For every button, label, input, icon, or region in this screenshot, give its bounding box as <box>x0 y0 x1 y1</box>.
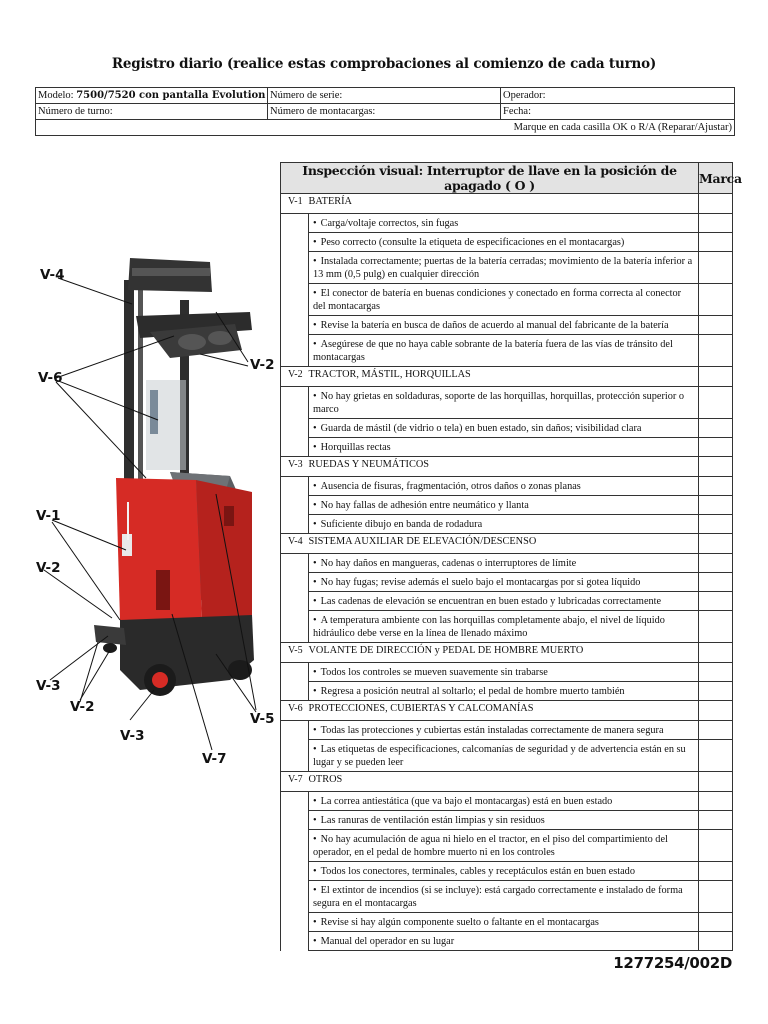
checklist-item-row <box>281 881 733 913</box>
checklist-item-row <box>281 438 733 457</box>
turno-cell[interactable] <box>36 104 268 120</box>
section-mark-cell <box>699 701 733 721</box>
header-table <box>35 87 735 136</box>
section-row <box>281 367 733 387</box>
callout-v3-left: V-3 <box>36 678 61 694</box>
section-title: VOLANTE DE DIRECCIÓN y PEDAL DE HOMBRE MUERTO <box>309 643 699 663</box>
mark-checkbox-cell[interactable] <box>699 284 733 316</box>
callout-v2-right: V-2 <box>250 357 275 373</box>
checklist-item <box>309 515 699 534</box>
checklist-item-text: Instalada correctamente; puertas de la batería cerradas; movimiento de la batería inferior a 13 mm (0,5 pulg) en cualquier dirección <box>313 256 693 280</box>
bullet-icon: • <box>313 796 317 807</box>
checklist-item <box>309 682 699 701</box>
section-row <box>281 194 733 214</box>
mark-checkbox-cell[interactable] <box>699 862 733 881</box>
item-indent <box>281 554 309 573</box>
callout-v2-left: V-2 <box>36 560 61 576</box>
mark-checkbox-cell[interactable] <box>699 811 733 830</box>
mark-heading: Marca <box>699 163 733 194</box>
bullet-icon: • <box>313 391 317 402</box>
montacargas-label: Número de montacargas: <box>270 106 376 117</box>
checklist-item-text: No hay acumulación de agua ni hielo en el tractor, en el piso del compartimiento del operador, en el pedal de hombre muerto ni en los controles <box>313 834 668 858</box>
item-indent <box>281 233 309 252</box>
section-code: V-4 <box>281 534 309 554</box>
checklist-item <box>309 252 699 284</box>
checklist-item <box>309 792 699 811</box>
mark-checkbox-cell[interactable] <box>699 438 733 457</box>
document-number: 1277254/002D <box>613 954 732 972</box>
checklist-item <box>309 740 699 772</box>
bullet-icon: • <box>313 615 317 626</box>
item-indent <box>281 862 309 881</box>
page-title: Registro diario (realice estas comprobaciones al comienzo de cada turno) <box>111 56 657 72</box>
section-row <box>281 534 733 554</box>
checklist-item-row <box>281 233 733 252</box>
checklist-item-text: Revise la batería en busca de daños de acuerdo al manual del fabricante de la batería <box>320 320 669 331</box>
checklist-item-row <box>281 284 733 316</box>
checklist-item-text: Suficiente dibujo en banda de rodadura <box>320 519 483 530</box>
section-title: OTROS <box>309 772 699 792</box>
checklist-item-row <box>281 811 733 830</box>
bullet-icon: • <box>313 218 317 229</box>
bullet-icon: • <box>313 885 317 896</box>
section-title: SISTEMA AUXILIAR DE ELEVACIÓN/DESCENSO <box>309 534 699 554</box>
checklist-item-row <box>281 316 733 335</box>
section-code: V-6 <box>281 701 309 721</box>
checklist-item <box>309 830 699 862</box>
bullet-icon: • <box>313 519 317 530</box>
item-indent <box>281 811 309 830</box>
item-indent <box>281 740 309 772</box>
checklist-item <box>309 592 699 611</box>
bullet-icon: • <box>313 320 317 331</box>
item-indent <box>281 573 309 592</box>
item-indent <box>281 252 309 284</box>
checklist-item <box>309 335 699 367</box>
checklist-item-row <box>281 913 733 932</box>
item-indent <box>281 284 309 316</box>
mark-checkbox-cell[interactable] <box>699 881 733 913</box>
bullet-icon: • <box>313 256 317 267</box>
checklist-item-text: Asegúrese de que no haya cable sobrante de la batería fuera de las vías de tránsito del montacargas <box>313 339 673 363</box>
checklist-item-row <box>281 830 733 862</box>
section-title: PROTECCIONES, CUBIERTAS Y CALCOMANÍAS <box>309 701 699 721</box>
item-indent <box>281 830 309 862</box>
section-row <box>281 772 733 792</box>
operador-cell[interactable] <box>501 88 735 104</box>
inspection-heading: Inspección visual: Interruptor de llave en la posición de apagado ( O ) <box>281 163 699 194</box>
bullet-icon: • <box>313 423 317 434</box>
mark-checkbox-cell[interactable] <box>699 663 733 682</box>
checklist-item <box>309 862 699 881</box>
modelo-label: Modelo: <box>38 90 74 101</box>
checklist-item-text: Carga/voltaje correctos, sin fugas <box>320 218 459 229</box>
item-indent <box>281 438 309 457</box>
section-code: V-5 <box>281 643 309 663</box>
mark-checkbox-cell[interactable] <box>699 316 733 335</box>
section-mark-cell <box>699 643 733 663</box>
checklist-item <box>309 554 699 573</box>
checklist-item-text: Horquillas rectas <box>320 442 391 453</box>
checklist-item-text: El conector de batería en buenas condiciones y conectado en forma correcta al conector del montacargas <box>313 288 682 312</box>
checklist-item-text: Ausencia de fisuras, fragmentación, otros daños o zonas planas <box>320 481 581 492</box>
mark-checkbox-cell[interactable] <box>699 740 733 772</box>
checklist-item <box>309 233 699 252</box>
item-indent <box>281 932 309 951</box>
checklist-item-text: Todas las protecciones y cubiertas están instaladas correctamente de manera segura <box>320 725 664 736</box>
checklist-item-row <box>281 496 733 515</box>
mark-checkbox-cell[interactable] <box>699 496 733 515</box>
modelo-cell <box>36 88 268 104</box>
checklist-item-row <box>281 862 733 881</box>
checklist-item-text: Manual del operador en su lugar <box>320 936 455 947</box>
checklist-item <box>309 496 699 515</box>
mark-checkbox-cell[interactable] <box>699 792 733 811</box>
checklist-item-text: Las ranuras de ventilación están limpias y sin residuos <box>320 815 545 826</box>
item-indent <box>281 663 309 682</box>
bullet-icon: • <box>313 558 317 569</box>
checklist-item-text: Las etiquetas de especificaciones, calcomanías de seguridad y de advertencia están en su lugar y se pueden leer <box>313 744 686 768</box>
item-indent <box>281 316 309 335</box>
instruction-note: Marque en cada casilla OK o R/A (Reparar/Ajustar) <box>36 120 735 136</box>
checklist-item <box>309 438 699 457</box>
bullet-icon: • <box>313 237 317 248</box>
checklist-item-row <box>281 252 733 284</box>
mark-checkbox-cell[interactable] <box>699 335 733 367</box>
mark-checkbox-cell[interactable] <box>699 252 733 284</box>
section-code: V-2 <box>281 367 309 387</box>
item-indent <box>281 792 309 811</box>
checklist-item-row <box>281 663 733 682</box>
item-indent <box>281 335 309 367</box>
bullet-icon: • <box>313 481 317 492</box>
mark-checkbox-cell[interactable] <box>699 515 733 534</box>
item-indent <box>281 592 309 611</box>
section-code: V-3 <box>281 457 309 477</box>
checklist-item <box>309 573 699 592</box>
mark-checkbox-cell[interactable] <box>699 721 733 740</box>
checklist-item-text: Todos los conectores, terminales, cables y receptáculos están en buen estado <box>320 866 635 877</box>
bullet-icon: • <box>313 917 317 928</box>
section-title: RUEDAS Y NEUMÁTICOS <box>309 457 699 477</box>
checklist-item-row <box>281 387 733 419</box>
fecha-label: Fecha: <box>503 106 531 117</box>
bullet-icon: • <box>313 442 317 453</box>
checklist-item-row <box>281 682 733 701</box>
section-code: V-1 <box>281 194 309 214</box>
bullet-icon: • <box>313 339 317 350</box>
checklist-item-row <box>281 932 733 951</box>
checklist-item-text: La correa antiestática (que va bajo el montacargas) está en buen estado <box>320 796 613 807</box>
serie-label: Número de serie: <box>270 90 343 101</box>
checklist-item-row <box>281 611 733 643</box>
bullet-icon: • <box>313 288 317 299</box>
callout-v2-bottom: V-2 <box>70 699 95 715</box>
checklist-item-text: Las cadenas de elevación se encuentran en buen estado y lubricadas correctamente <box>320 596 662 607</box>
checklist-item <box>309 881 699 913</box>
checklist-item-text: Revise si hay algún componente suelto o faltante en el montacargas <box>320 917 599 928</box>
bullet-icon: • <box>313 936 317 947</box>
checklist-item <box>309 214 699 233</box>
item-indent <box>281 611 309 643</box>
checklist-item <box>309 477 699 496</box>
checklist-item <box>309 284 699 316</box>
operador-label: Operador: <box>503 90 546 101</box>
mark-checkbox-cell[interactable] <box>699 554 733 573</box>
bullet-icon: • <box>313 577 317 588</box>
mark-checkbox-cell[interactable] <box>699 233 733 252</box>
checklist-item-row <box>281 515 733 534</box>
section-mark-cell <box>699 534 733 554</box>
checklist-item-row <box>281 721 733 740</box>
mark-checkbox-cell[interactable] <box>699 477 733 496</box>
bullet-icon: • <box>313 686 317 697</box>
mark-checkbox-cell[interactable] <box>699 592 733 611</box>
item-indent <box>281 881 309 913</box>
checklist-item <box>309 913 699 932</box>
item-indent <box>281 515 309 534</box>
checklist-item-row <box>281 214 733 233</box>
checklist-item-row <box>281 573 733 592</box>
section-mark-cell <box>699 194 733 214</box>
checklist-item <box>309 611 699 643</box>
checklist-item-text: Todos los controles se mueven suavemente sin trabarse <box>320 667 548 678</box>
item-indent <box>281 387 309 419</box>
inspection-body <box>281 194 733 951</box>
callout-v7: V-7 <box>202 751 227 767</box>
checklist-item-row <box>281 554 733 573</box>
bullet-icon: • <box>313 500 317 511</box>
item-indent <box>281 682 309 701</box>
checklist-item <box>309 419 699 438</box>
bullet-icon: • <box>313 815 317 826</box>
section-mark-cell <box>699 367 733 387</box>
checklist-item-text: No hay fallas de adhesión entre neumático y llanta <box>320 500 529 511</box>
checklist-item <box>309 316 699 335</box>
mark-checkbox-cell[interactable] <box>699 387 733 419</box>
checklist-item-text: Peso correcto (consulte la etiqueta de especificaciones en el montacargas) <box>320 237 625 248</box>
inspection-table <box>280 162 742 951</box>
montacargas-cell[interactable] <box>268 104 501 120</box>
checklist-item <box>309 811 699 830</box>
section-title: TRACTOR, MÁSTIL, HORQUILLAS <box>309 367 699 387</box>
checklist-item <box>309 721 699 740</box>
item-indent <box>281 721 309 740</box>
section-code: V-7 <box>281 772 309 792</box>
modelo-value: 7500/7520 con pantalla Evolution <box>76 90 266 101</box>
mark-checkbox-cell[interactable] <box>699 611 733 643</box>
callout-v1: V-1 <box>36 508 61 524</box>
checklist-item-row <box>281 592 733 611</box>
turno-label: Número de turno: <box>38 106 113 117</box>
bullet-icon: • <box>313 834 317 845</box>
checklist-item-row <box>281 419 733 438</box>
checklist-item-row <box>281 335 733 367</box>
bullet-icon: • <box>313 725 317 736</box>
bullet-icon: • <box>313 866 317 877</box>
mark-checkbox-cell[interactable] <box>699 682 733 701</box>
section-title: BATERÍA <box>309 194 699 214</box>
checklist-item-row <box>281 477 733 496</box>
callout-v4: V-4 <box>40 267 65 283</box>
checklist-item-text: Guarda de mástil (de vidrio o tela) en buen estado, sin daños; visibilidad clara <box>320 423 642 434</box>
item-indent <box>281 477 309 496</box>
mark-checkbox-cell[interactable] <box>699 214 733 233</box>
item-indent <box>281 496 309 515</box>
section-row <box>281 643 733 663</box>
checklist-item <box>309 932 699 951</box>
section-row <box>281 701 733 721</box>
forklift-figure <box>20 240 282 780</box>
mark-checkbox-cell[interactable] <box>699 913 733 932</box>
bullet-icon: • <box>313 744 317 755</box>
checklist-item <box>309 663 699 682</box>
checklist-item-row <box>281 792 733 811</box>
checklist-item-text: A temperatura ambiente con las horquillas completamente abajo, el nivel de líquido hidráulico debe verse en la línea de llenado máximo <box>313 615 665 639</box>
fecha-cell[interactable] <box>501 104 735 120</box>
mark-checkbox-cell[interactable] <box>699 932 733 951</box>
checklist-item-text: No hay fugas; revise además el suelo bajo el montacargas por si gotea líquido <box>320 577 641 588</box>
checklist-item-row <box>281 740 733 772</box>
mark-checkbox-cell[interactable] <box>699 830 733 862</box>
item-indent <box>281 913 309 932</box>
checklist-item-text: No hay daños en mangueras, cadenas o interruptores de límite <box>320 558 577 569</box>
mark-checkbox-cell[interactable] <box>699 573 733 592</box>
callout-v3-bottom: V-3 <box>120 728 145 744</box>
bullet-icon: • <box>313 667 317 678</box>
section-row <box>281 457 733 477</box>
callout-v5: V-5 <box>250 711 275 727</box>
section-mark-cell <box>699 457 733 477</box>
item-indent <box>281 214 309 233</box>
callout-v6: V-6 <box>38 370 63 386</box>
section-mark-cell <box>699 772 733 792</box>
checklist-item <box>309 387 699 419</box>
serie-cell[interactable] <box>268 88 501 104</box>
item-indent <box>281 419 309 438</box>
checklist-item-text: El extintor de incendios (si se incluye): está cargado correctamente e instalado de forma segura en el montacargas <box>313 885 683 909</box>
bullet-icon: • <box>313 596 317 607</box>
checklist-item-text: No hay grietas en soldaduras, soporte de las horquillas, horquillas, protección superior o marco <box>313 391 685 415</box>
checklist-item-text: Regresa a posición neutral al soltarlo; el pedal de hombre muerto también <box>320 686 625 697</box>
mark-checkbox-cell[interactable] <box>699 419 733 438</box>
